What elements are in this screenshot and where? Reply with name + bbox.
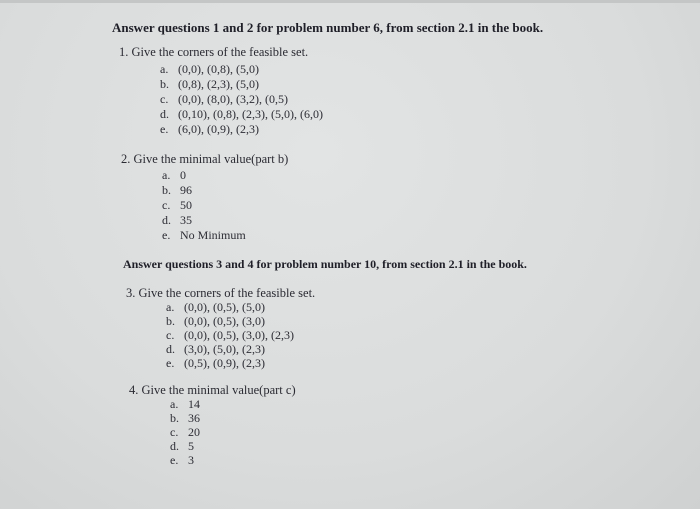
- question-1-option-c: [160, 92, 288, 107]
- question-4-prompt: 4. Give the minimal value(part c): [129, 383, 296, 397]
- option-text: (0,0), (0,5), (3,0), (2,3): [184, 328, 294, 342]
- option-text: (0,0), (8,0), (3,2), (0,5): [178, 92, 288, 106]
- question-2-option-a: [162, 168, 186, 183]
- option-text: (6,0), (0,9), (2,3): [178, 122, 259, 136]
- option-letter: a.: [162, 168, 171, 182]
- option-letter: c.: [160, 92, 169, 106]
- question-2-prompt: 2. Give the minimal value(part b): [121, 152, 289, 166]
- question-1-option-e: [160, 122, 259, 137]
- option-text: 0: [180, 168, 186, 182]
- option-letter: d.: [166, 342, 175, 356]
- option-text: 20: [188, 425, 200, 439]
- option-text: 35: [180, 213, 192, 227]
- option-letter: d.: [170, 439, 179, 453]
- question-4-option-e: [170, 453, 194, 468]
- option-text: (0,0), (0,8), (5,0): [178, 62, 259, 76]
- question-3-option-b: [166, 314, 265, 329]
- option-letter: a.: [170, 397, 179, 411]
- question-3-option-c: [166, 328, 294, 343]
- option-letter: e.: [166, 356, 175, 370]
- question-4-option-b: [170, 411, 200, 426]
- option-letter: c.: [162, 198, 171, 212]
- question-2-option-c: [162, 198, 192, 213]
- section-1-heading: Answer questions 1 and 2 for problem number 6, from section 2.1 in the book.: [112, 20, 544, 35]
- question-3-option-e: [166, 356, 265, 371]
- option-text: 14: [188, 397, 200, 411]
- option-letter: b.: [166, 314, 175, 328]
- option-text: (0,0), (0,5), (5,0): [184, 300, 265, 314]
- question-3-option-d: [166, 342, 265, 357]
- section-2-heading: Answer questions 3 and 4 for problem number 10, from section 2.1 in the book.: [123, 257, 527, 271]
- option-text: (0,0), (0,5), (3,0): [184, 314, 265, 328]
- question-1-option-d: [160, 107, 323, 122]
- option-letter: b.: [160, 77, 169, 91]
- option-letter: a.: [166, 300, 175, 314]
- option-text: (3,0), (5,0), (2,3): [184, 342, 265, 356]
- question-4-option-d: [170, 439, 194, 454]
- question-4-option-a: [170, 397, 200, 412]
- option-letter: e.: [170, 453, 179, 467]
- option-letter: b.: [162, 183, 171, 197]
- option-letter: b.: [170, 411, 179, 425]
- question-2-option-b: [162, 183, 192, 198]
- option-text: 50: [180, 198, 192, 212]
- option-letter: c.: [170, 425, 179, 439]
- option-letter: d.: [160, 107, 169, 121]
- question-2-option-d: [162, 213, 192, 228]
- option-text: (0,10), (0,8), (2,3), (5,0), (6,0): [178, 107, 323, 121]
- question-2-option-e: [162, 228, 246, 243]
- option-letter: e.: [162, 228, 171, 242]
- option-text: 96: [180, 183, 192, 197]
- question-3-option-a: [166, 300, 265, 315]
- option-text: 3: [188, 453, 194, 467]
- option-text: No Minimum: [180, 228, 246, 242]
- option-text: (0,8), (2,3), (5,0): [178, 77, 259, 91]
- option-letter: a.: [160, 62, 169, 76]
- option-letter: d.: [162, 213, 171, 227]
- question-1-prompt: 1. Give the corners of the feasible set.: [119, 45, 309, 59]
- option-text: 36: [188, 411, 200, 425]
- page-top-edge: [0, 0, 700, 3]
- option-letter: e.: [160, 122, 169, 136]
- question-3-prompt: 3. Give the corners of the feasible set.: [126, 286, 316, 300]
- option-text: (0,5), (0,9), (2,3): [184, 356, 265, 370]
- question-4-option-c: [170, 425, 200, 440]
- option-letter: c.: [166, 328, 175, 342]
- question-1-option-b: [160, 77, 259, 92]
- option-text: 5: [188, 439, 194, 453]
- question-1-option-a: [160, 62, 259, 77]
